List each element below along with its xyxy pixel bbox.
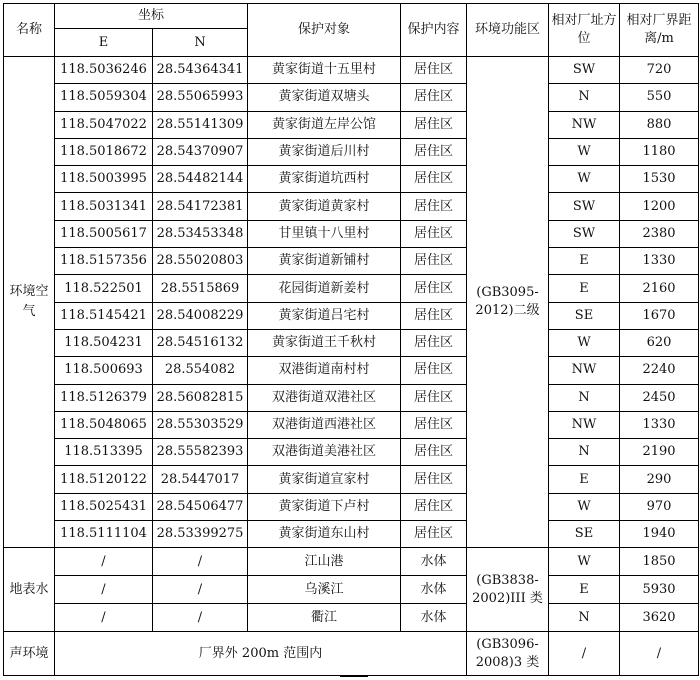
cell-n: 28.55141309 [153,111,248,138]
cell-target: 黄家街道后川村 [248,138,401,165]
cell-target: 黄家街道下卢村 [248,493,401,520]
cell-direction: SE [549,302,620,329]
table-container [3,3,699,676]
cell-target: 黄家街道吕宅村 [248,302,401,329]
noise-distance: / [620,632,699,676]
cell-content: 居住区 [401,193,467,220]
cell-n: 28.54370907 [153,138,248,165]
header-e: E [55,29,153,57]
table-row [4,439,699,466]
cell-n: 28.5515869 [153,275,248,302]
cell-content: 居住区 [401,220,467,247]
table-row-noise [4,632,699,676]
cell-distance: 1530 [620,166,699,193]
zone-noise: (GB3096-2008)3 类 [467,632,549,676]
cell-direction: E [549,275,620,302]
cell-n: / [153,604,248,632]
cell-direction: E [549,576,620,604]
cell-direction: W [549,138,620,165]
cell-direction: E [549,466,620,493]
cell-distance: 1330 [620,411,699,438]
cell-target: 江山港 [248,548,401,576]
cell-n: / [153,576,248,604]
cell-target: 黄家街道双塘头 [248,84,401,111]
table-row [4,138,699,165]
cell-target: 黄家街道黄家村 [248,193,401,220]
cell-content: 居住区 [401,138,467,165]
cell-content: 居住区 [401,411,467,438]
noise-direction: / [549,632,620,676]
cell-n: 28.554082 [153,357,248,384]
cell-e: 118.522501 [55,275,153,302]
cell-target: 黄家街道十五里村 [248,57,401,84]
cell-distance: 2190 [620,439,699,466]
cell-e: 118.5111104 [55,521,153,548]
protection-targets-table [3,3,699,676]
cell-content: 居住区 [401,521,467,548]
cell-distance: 970 [620,493,699,520]
cell-direction: N [549,84,620,111]
cell-target: 双港街道南村村 [248,357,401,384]
cell-direction: NW [549,357,620,384]
cell-distance: 2450 [620,384,699,411]
cell-n: 28.54516132 [153,329,248,356]
table-row [4,521,699,548]
noise-scope: 厂界外 200m 范围内 [55,632,467,676]
table-row [4,604,699,632]
cell-direction: SW [549,193,620,220]
cell-n: 28.54506477 [153,493,248,520]
cell-target: 双港街道美港社区 [248,439,401,466]
cell-target: 双港街道西港社区 [248,411,401,438]
zone-water: (GB3838-2002)III 类 [467,548,549,632]
cell-n: 28.55303529 [153,411,248,438]
cell-distance: 1200 [620,193,699,220]
cell-content: 居住区 [401,166,467,193]
cell-content: 居住区 [401,57,467,84]
zone-air: (GB3095-2012)二级 [467,57,549,548]
cell-distance: 2380 [620,220,699,247]
cell-direction: N [549,439,620,466]
cell-target: 花园街道新姜村 [248,275,401,302]
cell-distance: 290 [620,466,699,493]
cell-target: 衢江 [248,604,401,632]
header-distance: 相对厂界距离/m [620,4,699,57]
cell-target: 双港街道双港社区 [248,384,401,411]
cell-content: 居住区 [401,275,467,302]
cell-distance: 1850 [620,548,699,576]
cell-target: 黄家街道东山村 [248,521,401,548]
cell-n: 28.54482144 [153,166,248,193]
cell-distance: 880 [620,111,699,138]
cell-e: 118.5025431 [55,493,153,520]
cell-e: 118.5145421 [55,302,153,329]
cell-e: / [55,548,153,576]
category-water: 地表水 [4,548,55,632]
cell-direction: N [549,384,620,411]
table-row [4,384,699,411]
cell-direction: SE [549,521,620,548]
cell-direction: SW [549,220,620,247]
cell-n: 28.55582393 [153,439,248,466]
cell-content: 居住区 [401,302,467,329]
header-zone: 环境功能区 [467,4,549,57]
bottom-edge-mark [340,676,368,680]
cell-e: 118.5036246 [55,57,153,84]
cell-content: 居住区 [401,248,467,275]
cell-distance: 2160 [620,275,699,302]
table-row [4,275,699,302]
cell-content: 水体 [401,576,467,604]
cell-e: 118.5059304 [55,84,153,111]
header-target: 保护对象 [248,4,401,57]
table-row [4,166,699,193]
cell-content: 居住区 [401,493,467,520]
cell-content: 居住区 [401,439,467,466]
cell-direction: W [549,166,620,193]
cell-content: 水体 [401,548,467,576]
cell-content: 居住区 [401,384,467,411]
cell-n: 28.53399275 [153,521,248,548]
cell-content: 居住区 [401,329,467,356]
cell-target: 乌溪江 [248,576,401,604]
table-row [4,466,699,493]
cell-target: 黄家街道王千秋村 [248,329,401,356]
table-row [4,576,699,604]
cell-distance: 550 [620,84,699,111]
cell-content: 居住区 [401,357,467,384]
category-air: 环境空气 [4,57,55,548]
cell-distance: 1670 [620,302,699,329]
cell-e: 118.504231 [55,329,153,356]
cell-distance: 1180 [620,138,699,165]
table-row [4,193,699,220]
category-noise: 声环境 [4,632,55,676]
cell-n: 28.53453348 [153,220,248,247]
cell-direction: W [549,548,620,576]
cell-e: 118.5048065 [55,411,153,438]
cell-target: 黄家街道左岸公馆 [248,111,401,138]
cell-e: / [55,604,153,632]
cell-n: / [153,548,248,576]
cell-distance: 1940 [620,521,699,548]
cell-distance: 620 [620,329,699,356]
cell-e: 118.513395 [55,439,153,466]
cell-e: / [55,576,153,604]
cell-n: 28.54364341 [153,57,248,84]
cell-content: 居住区 [401,466,467,493]
cell-distance: 1330 [620,248,699,275]
cell-e: 118.5126379 [55,384,153,411]
table-row [4,248,699,275]
table-row [4,493,699,520]
table-row [4,84,699,111]
cell-direction: NW [549,411,620,438]
table-row [4,357,699,384]
cell-e: 118.5031341 [55,193,153,220]
cell-direction: W [549,329,620,356]
cell-n: 28.55020803 [153,248,248,275]
table-row [4,111,699,138]
cell-n: 28.56082815 [153,384,248,411]
cell-n: 28.54008229 [153,302,248,329]
table-row [4,302,699,329]
header-n: N [153,29,248,57]
cell-content: 居住区 [401,84,467,111]
cell-target: 黄家街道宣家村 [248,466,401,493]
header-row-1 [4,4,699,29]
cell-distance: 3620 [620,604,699,632]
table-row [4,411,699,438]
header-coords: 坐标 [55,4,248,29]
cell-e: 118.5018672 [55,138,153,165]
cell-target: 黄家街道坑西村 [248,166,401,193]
table-row [4,220,699,247]
cell-e: 118.5157356 [55,248,153,275]
cell-target: 黄家街道新铺村 [248,248,401,275]
header-content: 保护内容 [401,4,467,57]
cell-n: 28.54172381 [153,193,248,220]
cell-n: 28.5447017 [153,466,248,493]
cell-n: 28.55065993 [153,84,248,111]
cell-e: 118.5003995 [55,166,153,193]
table-row [4,329,699,356]
cell-e: 118.5120122 [55,466,153,493]
cell-e: 118.500693 [55,357,153,384]
cell-distance: 5930 [620,576,699,604]
cell-direction: W [549,493,620,520]
cell-content: 水体 [401,604,467,632]
cell-distance: 2240 [620,357,699,384]
cell-direction: SW [549,57,620,84]
cell-content: 居住区 [401,111,467,138]
table-row [4,57,699,84]
header-direction: 相对厂址方位 [549,4,620,57]
table-row [4,548,699,576]
cell-direction: E [549,248,620,275]
cell-e: 118.5005617 [55,220,153,247]
cell-target: 甘里镇十八里村 [248,220,401,247]
cell-distance: 720 [620,57,699,84]
cell-e: 118.5047022 [55,111,153,138]
cell-direction: NW [549,111,620,138]
cell-direction: N [549,604,620,632]
header-name: 名称 [4,4,55,57]
